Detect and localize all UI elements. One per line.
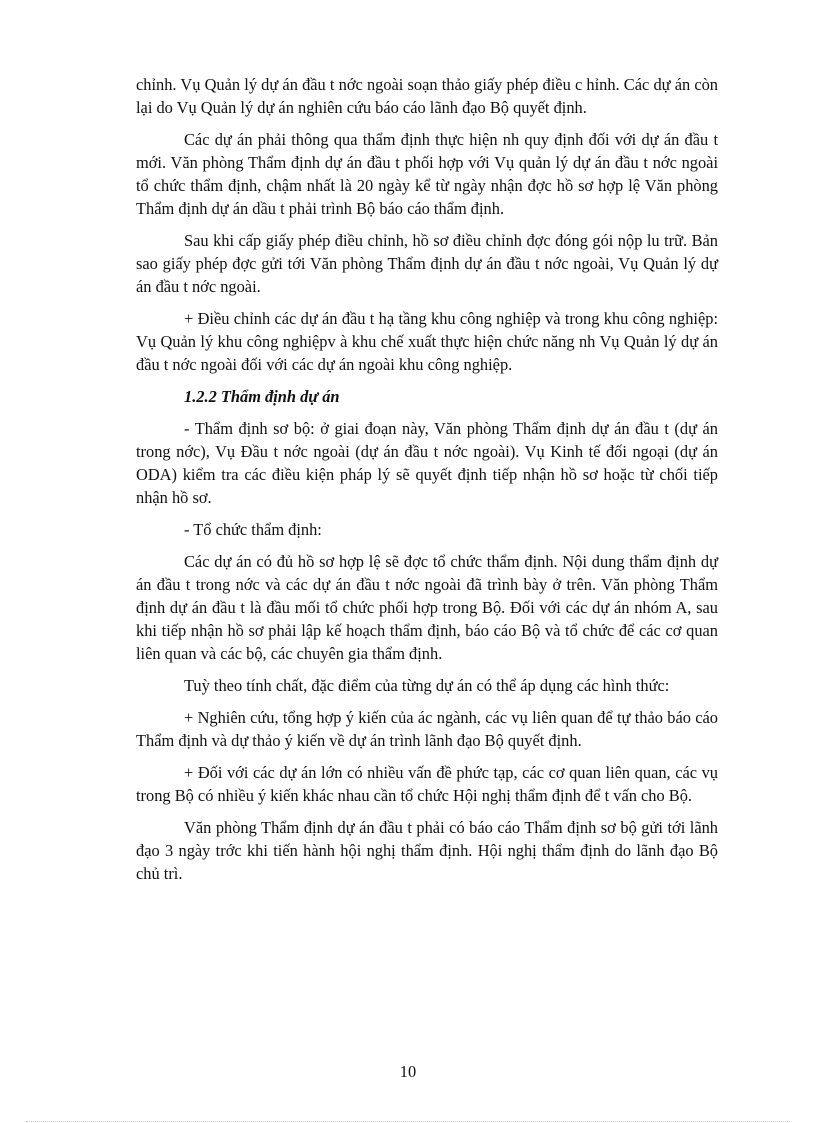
paragraph-valid-dossiers: Các dự án có đủ hồ sơ hợp lệ sẽ đợc tổ chức thẩm định. Nội dung thẩm định dự án đầu t trong nớc và các dự án đầu t nớc ngoài đã trình bày ở trên. Văn phòng Thẩm định dự án đầu t là đầu mối tổ chức phối hợp trong Bộ. Đối với các dự án nhóm A, sau khi tiếp nhận hồ sơ phải lập kế hoạch thẩm định, báo cáo Bộ và tổ chức để các cơ quan liên quan và các bộ, các chuyên gia thẩm định.: [136, 552, 718, 663]
paragraph-industrial-zone: + Điều chỉnh các dự án đầu t hạ tầng khu công nghiệp và trong khu công nghiệp: Vụ Quản lý khu công nghiệpv à khu chế xuất thực hiện chức năng nh Vụ Quản lý dự án đầu t nớc ngoài đối với các dự án ngoài khu công nghiệp.: [136, 309, 718, 374]
footer-divider: [26, 1121, 790, 1122]
paragraph-archiving: Sau khi cấp giấy phép điều chỉnh, hồ sơ điều chỉnh đợc đóng gói nộp lu trữ. Bản sao giấy phép đợc gửi tới Văn phòng Thẩm định dự án đầu t nớc ngoài, Vụ Quản lý dự án đầu t nớc ngoài.: [136, 231, 718, 296]
paragraph-continuation: chỉnh. Vụ Quản lý dự án đầu t nớc ngoài soạn thảo giấy phép điều c hỉnh. Các dự án còn lại do Vụ Quản lý dự án nghiên cứu báo cáo lãnh đạo Bộ quyết định.: [136, 75, 718, 117]
page-body: [136, 73, 718, 894]
paragraph-organize-appraisal: - Tổ chức thẩm định:: [184, 520, 322, 539]
paragraph-conference-report: Văn phòng Thẩm định dự án đầu t phải có báo cáo Thẩm định sơ bộ gửi tới lãnh đạo 3 ngày trớc khi tiến hành hội nghị thẩm định. Hội nghị thẩm định do lãnh đạo Bộ chủ trì.: [136, 818, 718, 883]
paragraph-form-research: + Nghiên cứu, tổng hợp ý kiến của ác ngành, các vụ liên quan để tự thảo báo cáo Thẩm định và dự thảo ý kiến về dự án trình lãnh đạo Bộ quyết định.: [136, 708, 718, 750]
section-heading: 1.2.2 Thẩm định dự án: [184, 387, 340, 406]
paragraph-preliminary-appraisal: - Thẩm định sơ bộ: ở giai đoạn này, Văn phòng Thẩm định dự án đầu t (dự án trong nớc), Vụ Đầu t nớc ngoài (dự án đầu t nớc ngoài). Vụ Kinh tế đối ngoại (dự án ODA) kiểm tra các điều kiện pháp lý sẽ quyết định tiếp nhận hồ sơ hoặc từ chối tiếp nhận hồ sơ.: [136, 419, 718, 507]
paragraph-appraisal-procedure: Các dự án phải thông qua thẩm định thực hiện nh quy định đối với dự án đầu t mới. Văn phòng Thẩm định dự án đầu t phối hợp với Vụ quản lý dự án đầu t nớc ngoài tổ chức thẩm định, chậm nhất là 20 ngày kể từ ngày nhận đợc hồ sơ hợp lệ Văn phòng Thẩm định dự án dầu t phải trình Bộ báo cáo thẩm định.: [136, 130, 718, 218]
paragraph-form-conference: + Đối với các dự án lớn có nhiều vấn đề phức tạp, các cơ quan liên quan, các vụ trong Bộ có nhiều ý kiến khác nhau cần tổ chức Hội nghị thẩm định để t vấn cho Bộ.: [136, 763, 718, 805]
paragraph-forms-intro: Tuỳ theo tính chất, đặc điểm của từng dự án có thể áp dụng các hình thức:: [184, 676, 670, 695]
page-number: 10: [399, 1062, 417, 1081]
